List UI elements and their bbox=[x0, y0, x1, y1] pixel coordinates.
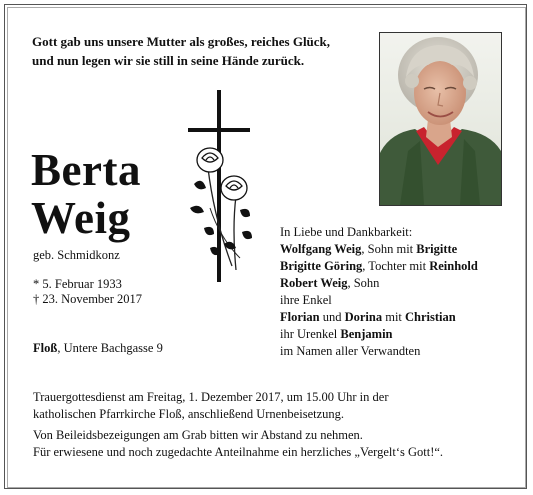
mourner-1-name: Wolfgang Weig bbox=[280, 242, 362, 256]
cross-icon bbox=[180, 88, 260, 284]
grandchild-partner: Christian bbox=[405, 310, 456, 324]
mourner-line-5 bbox=[280, 309, 456, 326]
intro-line-1: Gott gab uns unsere Mutter als großes, reiches Glück, bbox=[32, 34, 331, 49]
mourner-3-relation: , Sohn bbox=[347, 276, 380, 290]
first-name: Berta bbox=[31, 145, 141, 195]
conj-und: und bbox=[319, 310, 345, 324]
portrait-photo bbox=[379, 32, 502, 206]
mourner-3-name: Robert Weig bbox=[280, 276, 348, 290]
mourners-heading: In Liebe und Dankbarkeit: bbox=[280, 225, 413, 239]
mourner-line-2 bbox=[280, 258, 478, 275]
mourner-line-6 bbox=[280, 326, 393, 343]
mourner-line-4: ihre Enkel bbox=[280, 293, 332, 307]
great-grandchild-name: Benjamin bbox=[340, 327, 393, 341]
mourner-1-spouse: Brigitte bbox=[416, 242, 458, 256]
death-date: † 23. November 2017 bbox=[33, 292, 143, 306]
address bbox=[33, 340, 163, 357]
footer-line-1: Trauergottesdienst am Freitag, 1. Dezember 2017, um 15.00 Uhr in der bbox=[33, 390, 389, 404]
mourner-2-name: Brigitte Göring bbox=[280, 259, 363, 273]
mourner-2-spouse: Reinhold bbox=[429, 259, 478, 273]
conj-mit: mit bbox=[382, 310, 406, 324]
intro-verse bbox=[32, 32, 330, 70]
mourner-line-3 bbox=[280, 275, 379, 292]
birth-date: * 5. Februar 1933 bbox=[33, 277, 122, 291]
great-grandchild-label: ihr Urenkel bbox=[280, 327, 341, 341]
intro-line-2: und nun legen wir sie still in seine Hände zurück. bbox=[32, 53, 305, 68]
footer-line-2: katholischen Pfarrkirche Floß, anschließend Urnenbeisetzung. bbox=[33, 407, 345, 421]
address-place: Floß bbox=[33, 341, 58, 355]
portrait-illustration bbox=[380, 33, 501, 205]
cross-with-roses bbox=[180, 88, 260, 284]
mourner-line-1 bbox=[280, 241, 457, 258]
grandchild-1: Florian bbox=[280, 310, 320, 324]
mourner-2-relation: , Tochter mit bbox=[362, 259, 430, 273]
address-street: , Untere Bachgasse 9 bbox=[57, 341, 163, 355]
footer-line-4: Für erwiesene und noch zugedachte Anteilnahme ein herzliches „Vergelt‘s Gott!“. bbox=[33, 445, 444, 459]
last-name: Weig bbox=[31, 193, 131, 243]
mourner-1-relation: , Sohn mit bbox=[361, 242, 417, 256]
mourner-line-7: im Namen aller Verwandten bbox=[280, 344, 421, 358]
maiden-name: geb. Schmidkonz bbox=[33, 248, 120, 262]
footer-line-3: Von Beileidsbezeigungen am Grab bitten wir Abstand zu nehmen. bbox=[33, 428, 363, 442]
grandchild-2: Dorina bbox=[344, 310, 383, 324]
